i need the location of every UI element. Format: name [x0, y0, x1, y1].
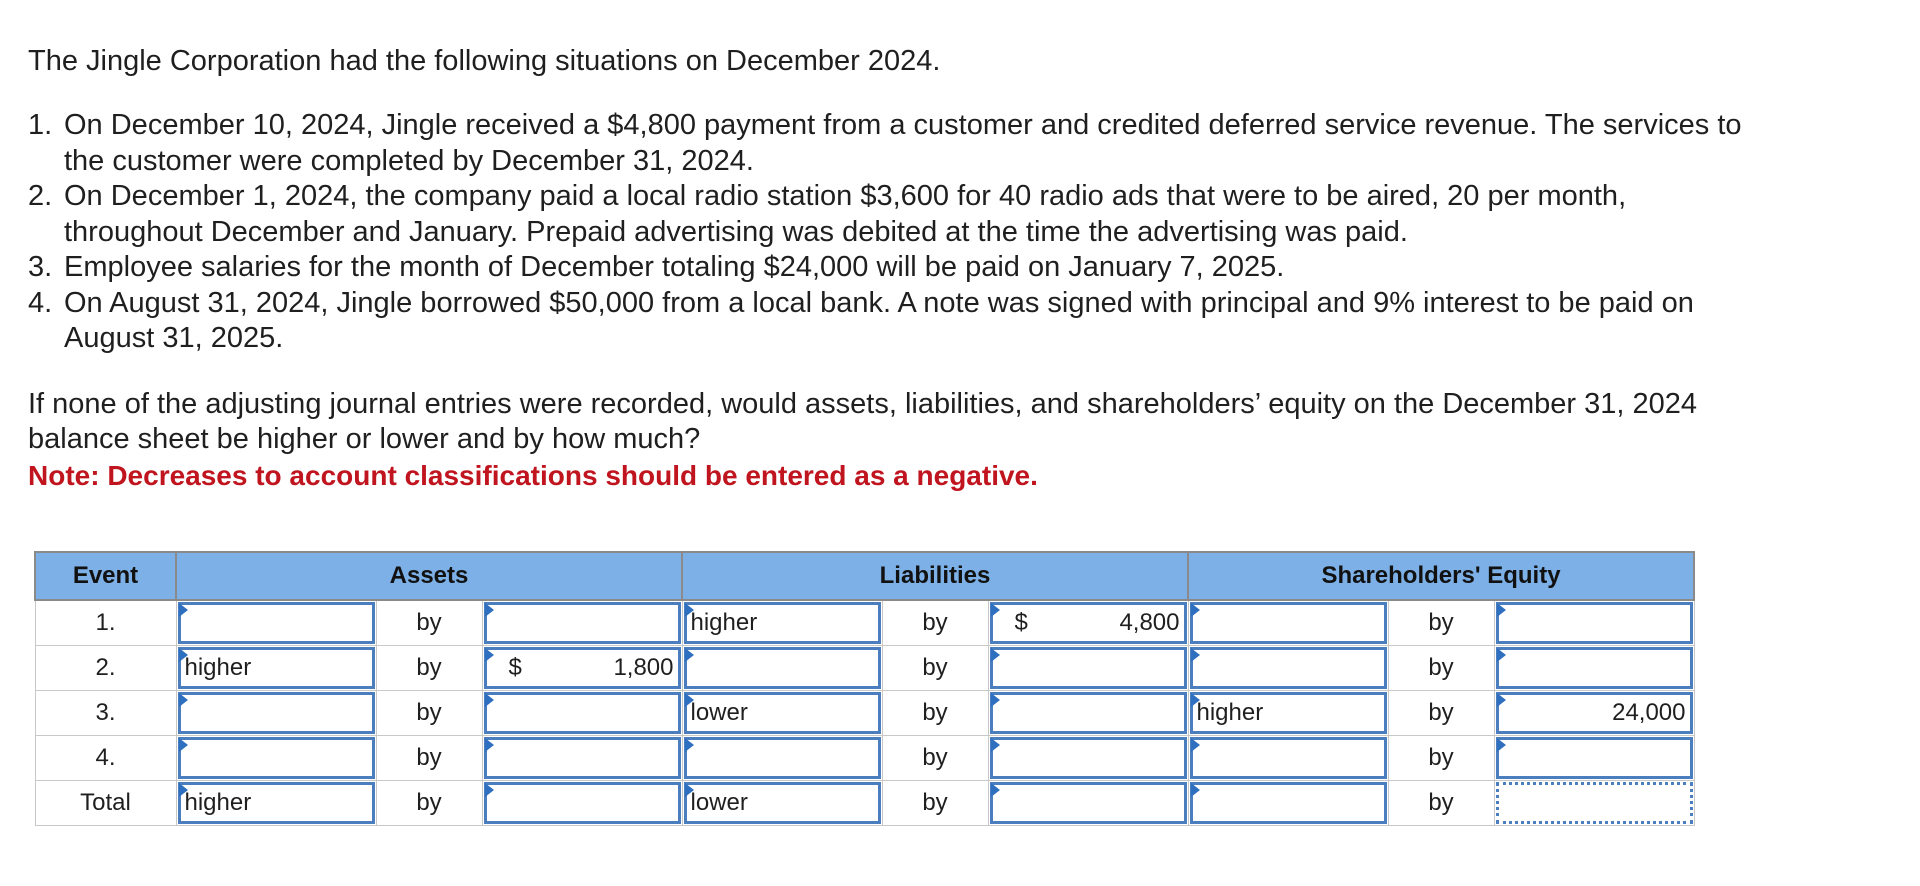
note-text: Note: Decreases to account classifications should be entered as a negative. [28, 459, 1038, 491]
assets-direction-select[interactable] [176, 781, 376, 826]
by-label: by [1388, 781, 1494, 826]
event-label: 2. [35, 646, 176, 691]
liabilities-direction-value: higher [690, 609, 758, 636]
question-text: If none of the adjusting journal entries were recorded, would assets, liabilities, and shareholders’ equity on the December 31, 2024 balance sheet be higher or lower and by how much? [28, 387, 1698, 455]
equity-amount-input[interactable] [1494, 646, 1694, 691]
equity-direction-value: higher [1196, 699, 1264, 726]
event-label: 3. [35, 691, 176, 736]
assets-amount-input[interactable] [482, 691, 682, 736]
equity-amount-input[interactable] [1494, 600, 1694, 646]
assets-amount-value: 1,800 [613, 654, 674, 681]
by-label: by [882, 736, 988, 781]
liabilities-direction-select[interactable] [682, 646, 882, 691]
equity-amount-input[interactable] [1494, 691, 1694, 736]
equity-amount-value: 24,000 [1612, 699, 1686, 726]
liabilities-direction-select[interactable] [682, 781, 882, 826]
situation-item: 1. On December 10, 2024, Jingle received a $4,800 payment from a customer and credited deferred service revenue. The services to the customer were completed by December 31, 2024. [28, 109, 1742, 177]
by-label: by [1388, 736, 1494, 781]
assets-direction-select[interactable] [176, 646, 376, 691]
by-label: by [1388, 691, 1494, 736]
liabilities-direction-select[interactable] [682, 736, 882, 781]
table-row [35, 646, 1694, 691]
assets-direction-select[interactable] [176, 691, 376, 736]
table-row [35, 691, 1694, 736]
event-label: 4. [35, 736, 176, 781]
assets-amount-input[interactable] [482, 600, 682, 646]
assets-direction-select[interactable] [176, 736, 376, 781]
by-label: by [882, 600, 988, 646]
header-equity: Shareholders' Equity [1188, 552, 1694, 600]
answer-table [34, 551, 1695, 826]
liabilities-direction-value: lower [690, 699, 748, 726]
assets-amount-input[interactable] [482, 646, 682, 691]
header-event: Event [35, 552, 176, 600]
currency-symbol: $ [508, 654, 522, 681]
by-label: by [1388, 600, 1494, 646]
by-label: by [376, 646, 482, 691]
event-label: 1. [35, 600, 176, 646]
situations-list [28, 108, 1920, 357]
liabilities-direction-select[interactable] [682, 691, 882, 736]
situation-item: 2. On December 1, 2024, the company paid a local radio station $3,600 for 40 radio ads that were to be aired, 20 per month, throughout December and January. Prepaid advertising was debited at the time the advertising was paid. [28, 180, 1627, 248]
by-label: by [376, 736, 482, 781]
assets-direction-value: higher [184, 654, 252, 681]
header-liabilities: Liabilities [682, 552, 1188, 600]
intro-text: The Jingle Corporation had the following situations on December 2024. [28, 45, 941, 77]
liabilities-amount-input[interactable] [988, 691, 1188, 736]
equity-amount-input[interactable] [1494, 736, 1694, 781]
liabilities-direction-value: lower [690, 789, 748, 816]
equity-direction-select[interactable] [1188, 691, 1388, 736]
by-label: by [882, 646, 988, 691]
by-label: by [376, 600, 482, 646]
table-header-row [35, 552, 1694, 600]
liabilities-amount-input[interactable] [988, 646, 1188, 691]
liabilities-amount-input[interactable] [988, 781, 1188, 826]
by-label: by [376, 691, 482, 736]
liabilities-amount-value: 4,800 [1119, 609, 1180, 636]
liabilities-direction-select[interactable] [682, 600, 882, 646]
table-row [35, 600, 1694, 646]
by-label: by [376, 781, 482, 826]
assets-amount-input[interactable] [482, 736, 682, 781]
table-row [35, 736, 1694, 781]
by-label: by [882, 691, 988, 736]
table-row [35, 781, 1694, 826]
assets-direction-value: higher [184, 789, 252, 816]
by-label: by [882, 781, 988, 826]
currency-symbol: $ [1014, 609, 1028, 636]
assets-amount-input[interactable] [482, 781, 682, 826]
liabilities-amount-input[interactable] [988, 736, 1188, 781]
equity-direction-select[interactable] [1188, 736, 1388, 781]
liabilities-amount-input[interactable] [988, 600, 1188, 646]
event-label: Total [35, 781, 176, 826]
equity-direction-select[interactable] [1188, 646, 1388, 691]
situation-item: 4. On August 31, 2024, Jingle borrowed $50,000 from a local bank. A note was signed with principal and 9% interest to be paid on August 31, 2025. [28, 286, 1694, 354]
header-assets: Assets [176, 552, 682, 600]
situation-item: 3. Employee salaries for the month of December totaling $24,000 will be paid on January 7, 2025. [28, 251, 1285, 283]
by-label: by [1388, 646, 1494, 691]
equity-direction-select[interactable] [1188, 600, 1388, 646]
equity-direction-select[interactable] [1188, 781, 1388, 826]
assets-direction-select[interactable] [176, 600, 376, 646]
equity-amount-input[interactable] [1494, 781, 1694, 826]
